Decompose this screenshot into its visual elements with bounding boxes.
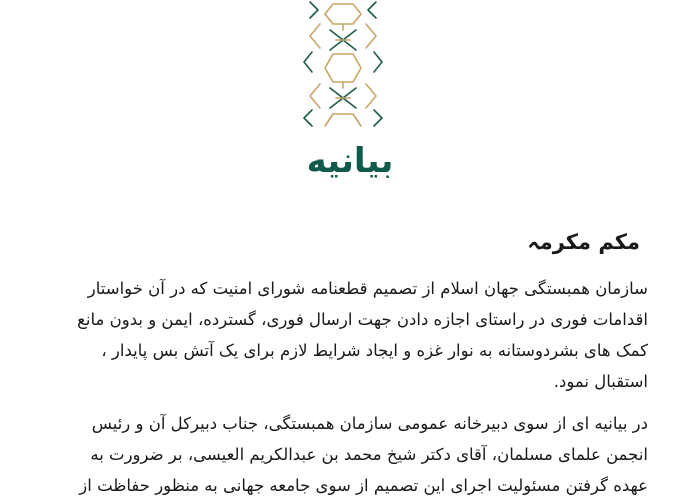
salutation: مکم مکرمہ [527, 230, 640, 254]
paragraph-2-line: عهده گرفتن مسئولیت اجرای این تصمیم از سوی جامعه جهانی به منظور حفاظت از [79, 476, 648, 495]
paragraph-1-line: سازمان همبستگی جهان اسلام از تصمیم قطعنامه شورای امنیت که در آن خواستار [87, 279, 648, 298]
paragraph-1-line: اقدامات فوری در راستای اجازه دادن جهت ارسال فوری، گسترده، ایمن و بدون مانع [77, 310, 648, 329]
paragraph-1-line: استقبال نمود. [553, 372, 648, 391]
paragraph-2-line: انجمن علمای مسلمان، آقای دکتر شیخ محمد بن عبدالکریم العیسی، بر ضرورت به [90, 445, 648, 464]
paragraph-1-line: کمک های بشردوستانه به نوار غزه و ایجاد شرایط لازم برای یک آتش بس پایدار ، [101, 341, 648, 360]
document-title: بیانیه [306, 141, 394, 181]
paragraph-1 [52, 273, 648, 397]
geometric-hexagon-ornament-icon [300, 0, 386, 130]
paragraph-2 [52, 408, 648, 501]
paragraph-2-line: در بیانیه ای از سوی دبیرخانه عمومی سازمان همبستگی، جناب دبیرکل آن و رئیس [91, 414, 648, 433]
